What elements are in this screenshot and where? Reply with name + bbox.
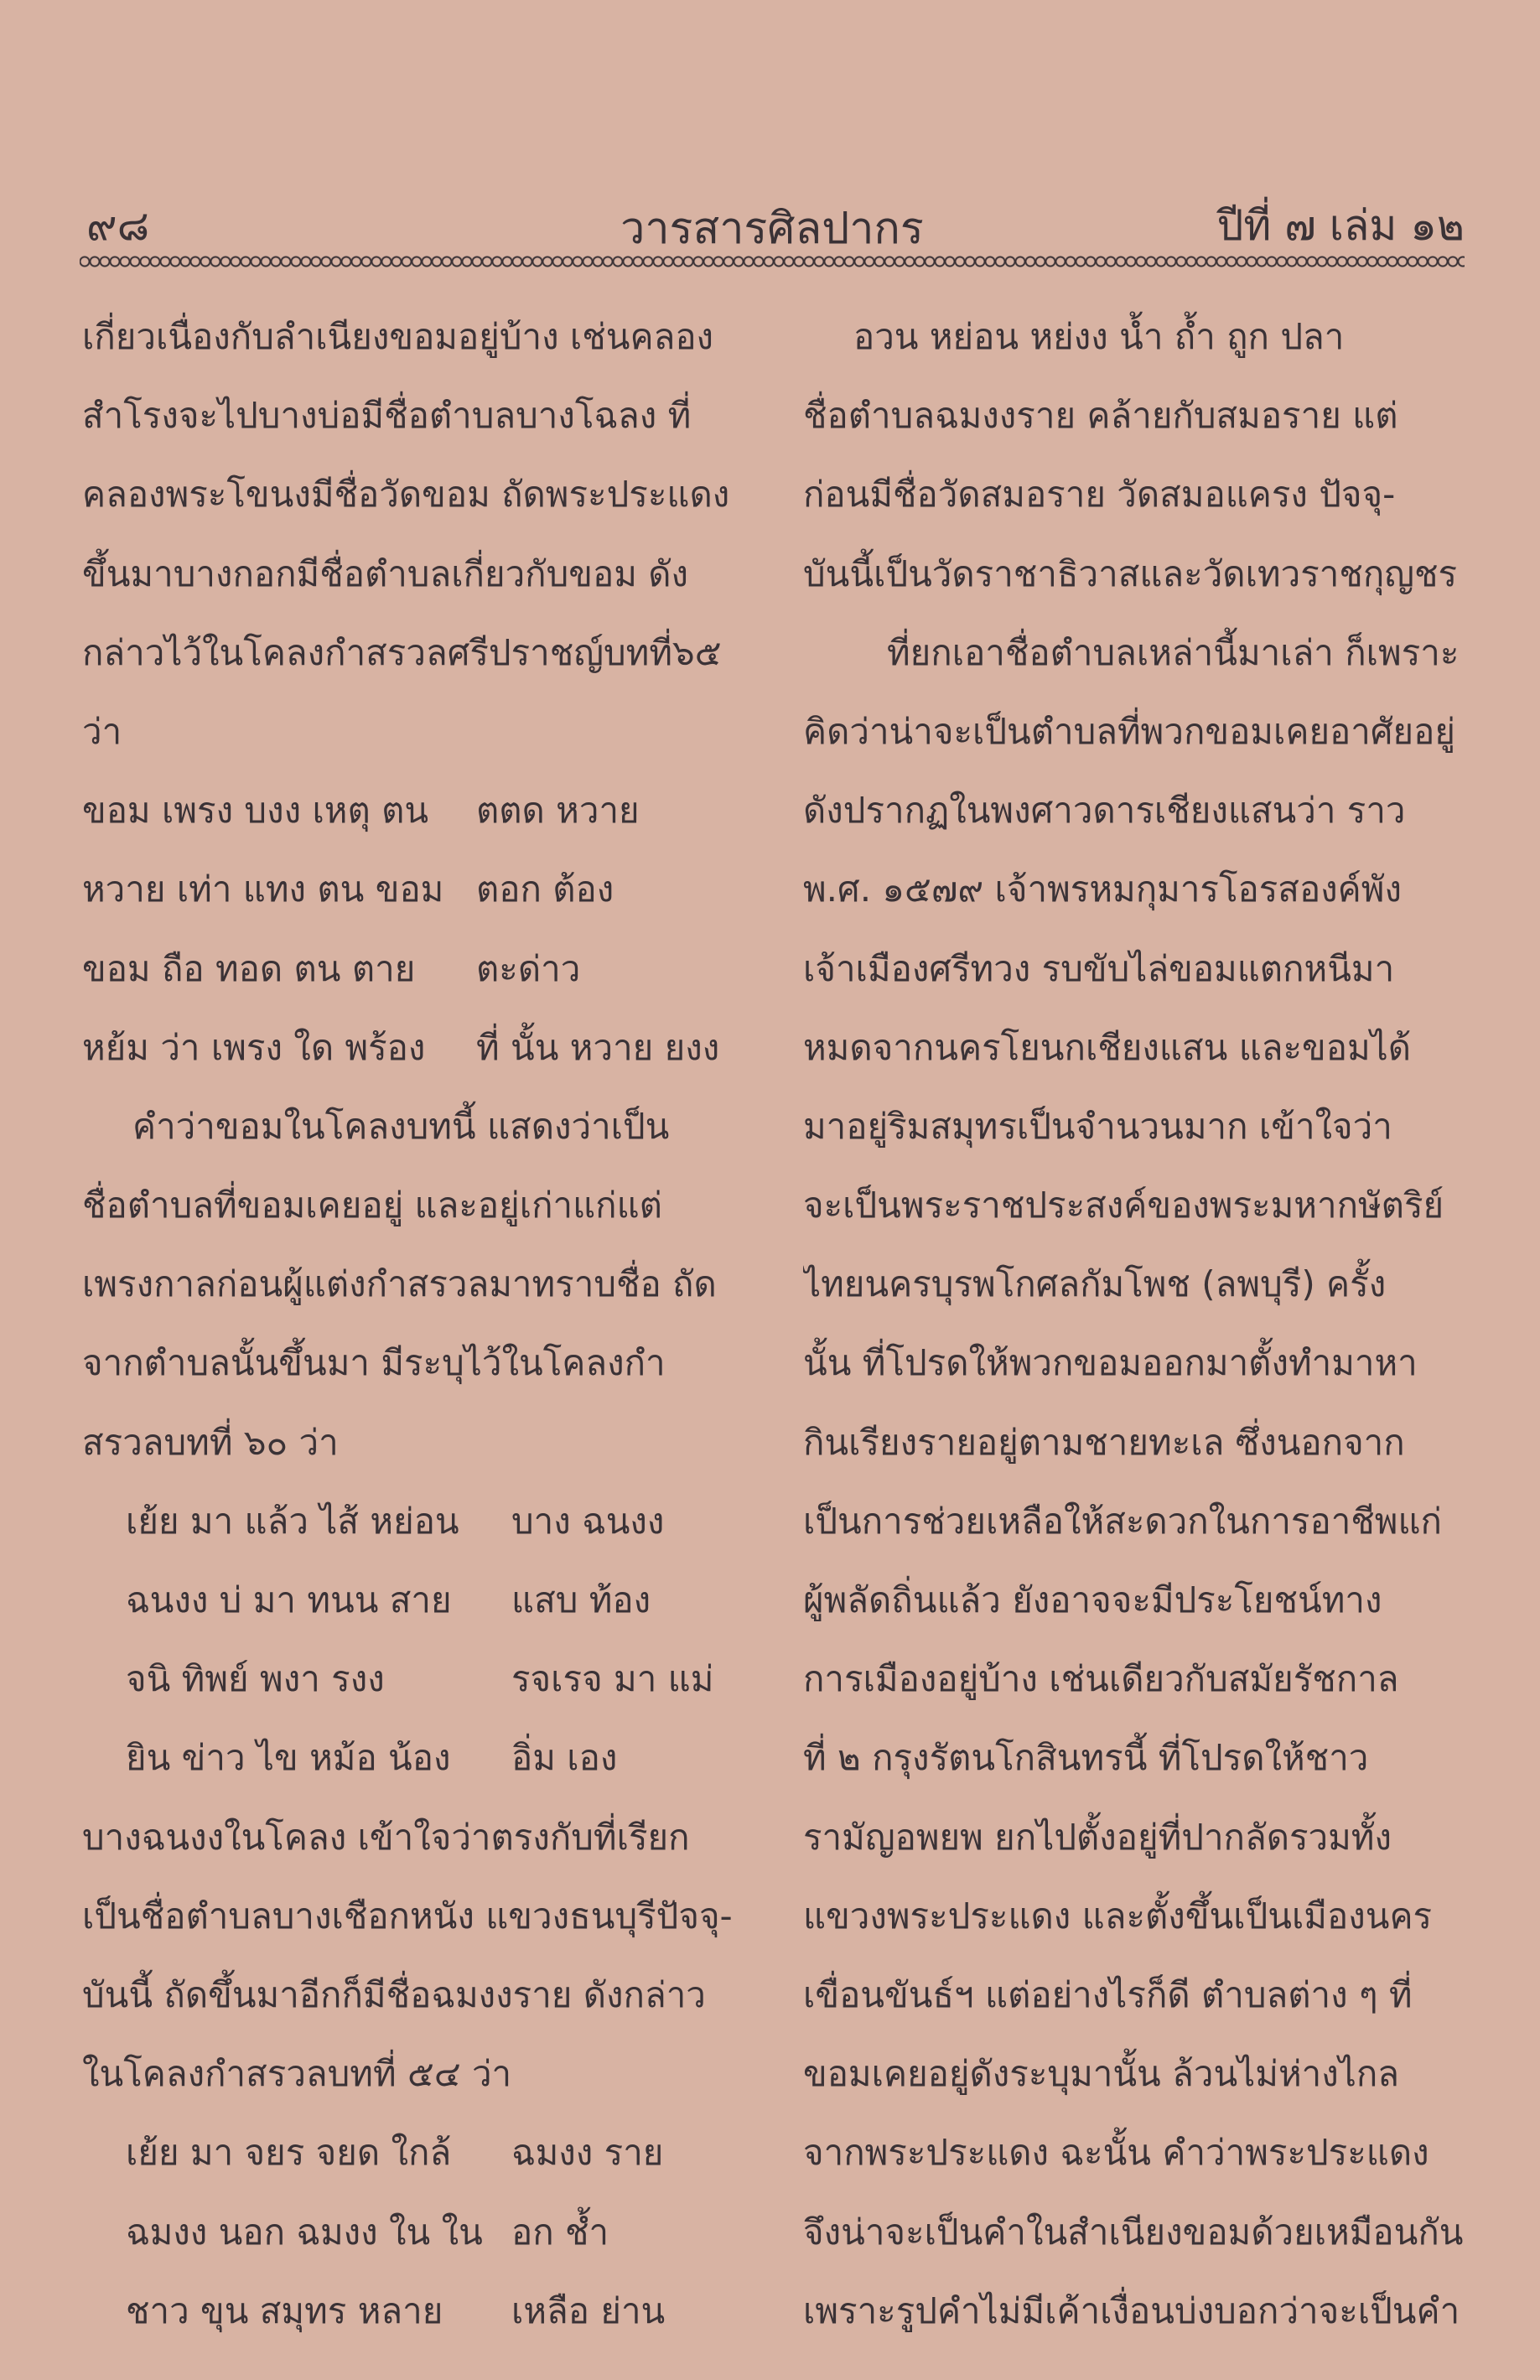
text-line: บันนี้เป็นวัดราชาธิวาสและวัดเทวราชกุญชร bbox=[803, 552, 1458, 594]
text-line: บางฉนงงในโคลง เข้าใจว่าตรงกับที่เรียก bbox=[82, 1816, 690, 1858]
text-line: ขอมเคยอยู่ดังระบุมานั้น ล้วนไม่ห่างไกล bbox=[803, 2053, 1400, 2095]
poem-line-second-half: รจเรจ มา แม่ bbox=[511, 1658, 714, 1700]
text-line: เป็นการช่วยเหลือให้สะดวกในการอาชีพแก่ bbox=[803, 1500, 1442, 1542]
text-line: ชื่อตำบลฉมงงราย คล้ายกับสมอราย แต่ bbox=[803, 395, 1398, 437]
poem-line-second-half: แสบ ท้อง bbox=[511, 1579, 651, 1620]
poem-line-second-half: ที่ นั้น หวาย ยงง bbox=[476, 1026, 720, 1068]
poem-line-first-half: เย้ย มา แล้ว ไส้ หย่อน bbox=[126, 1500, 459, 1542]
text-line: จากตำบลนั้นขึ้นมา มีระบุไว้ในโคลงกำ bbox=[82, 1342, 666, 1384]
text-line: หมดจากนครโยนกเชียงแสน และขอมได้ bbox=[803, 1026, 1412, 1068]
text-line: คิดว่าน่าจะเป็นตำบลที่พวกขอมเคยอาศัยอยู่ bbox=[803, 710, 1455, 752]
text-line: สรวลบทที่ ๖๐ ว่า bbox=[82, 1421, 339, 1463]
poem-line bbox=[82, 1640, 753, 1719]
text-line: ที่ ๒ กรุงรัตนโกสินทรนี้ ที่โปรดให้ชาว bbox=[803, 1737, 1369, 1779]
poem-line-first-half: ขอม ถือ ทอด ตน ตาย bbox=[82, 947, 416, 989]
poem-line-first-half: หวาย เท่า แทง ตน ขอม bbox=[82, 869, 444, 910]
text-line: เขื่อนขันธ์ฯ แต่อย่างไรก็ดี ตำบลต่าง ๆ ที่ bbox=[803, 1973, 1413, 2015]
text-line: แขวงพระประแดง และตั้งขึ้นเป็นเมืองนคร bbox=[803, 1895, 1433, 1937]
poem-line bbox=[82, 1009, 753, 1087]
text-line: ในโคลงกำสรวลบทที่ ๕๔ ว่า bbox=[82, 2053, 512, 2095]
poem-line-first-half: หย้ม ว่า เพรง ใด พร้อง bbox=[82, 1026, 426, 1068]
volume-info: ปีที่ ๗ เล่ม ๑๒ bbox=[1216, 201, 1465, 250]
poem-line bbox=[82, 850, 753, 929]
left-column bbox=[82, 298, 753, 2351]
text-line: มาอยู่ริมสมุทรเป็นจำนวนมาก เข้าใจว่า bbox=[803, 1105, 1392, 1147]
text-line: นั้น ที่โปรดให้พวกขอมออกมาตั้งทำมาหา bbox=[803, 1342, 1418, 1384]
text-line: ก่อนมีชื่อวัดสมอราย วัดสมอแครง ปัจจุ- bbox=[803, 474, 1396, 516]
text-line: ขึ้นมาบางกอกมีชื่อตำบลเกี่ยวกับขอม ดัง bbox=[82, 552, 689, 594]
text-line: ชื่อตำบลที่ขอมเคยอยู่ และอยู่เก่าแก่แต่ bbox=[82, 1185, 662, 1226]
text-line: สำโรงจะไปบางบ่อมีชื่อตำบลบางโฉลง ที่ bbox=[82, 395, 692, 437]
poem-line-second-half: อก ช้ำ bbox=[511, 2211, 609, 2253]
text-line: คำว่าขอมในโคลงบทนี้ แสดงว่าเป็น bbox=[132, 1105, 670, 1147]
header-rule bbox=[80, 256, 1465, 267]
poem-line bbox=[82, 1561, 753, 1640]
right-column bbox=[803, 298, 1474, 2351]
text-line: ว่า bbox=[82, 710, 122, 752]
text-line: เจ้าเมืองศรีทวง รบขับไล่ขอมแตกหนีมา bbox=[803, 947, 1395, 989]
text-line: จากพระประแดง ฉะนั้น คำว่าพระประแดง bbox=[803, 2132, 1429, 2174]
text-line: คลองพระโขนงมีชื่อวัดขอม ถัดพระประแดง bbox=[82, 474, 730, 516]
poem-line-first-half: เย้ย มา จยร จยด ใกล้ bbox=[126, 2132, 452, 2174]
text-line: เป็นชื่อตำบลบางเชือกหนัง แขวงธนบุรีปัจจุ- bbox=[82, 1895, 733, 1937]
text-line: ดังปรากฏในพงศาวดารเชียงแสนว่า ราว bbox=[803, 790, 1406, 832]
poem-line bbox=[82, 2113, 753, 2192]
poem-line-second-half: ฉมงง ราย bbox=[511, 2132, 664, 2174]
text-line: ผู้พลัดถิ่นแล้ว ยังอาจจะมีประโยชน์ทาง bbox=[803, 1579, 1382, 1620]
text-line: เพราะรูปคำไม่มีเค้าเงื่อนบ่งบอกว่าจะเป็นคำ bbox=[803, 2289, 1460, 2331]
poem-line bbox=[82, 2193, 753, 2272]
text-line: เพรงกาลก่อนผู้แต่งกำสรวลมาทราบชื่อ ถัด bbox=[82, 1263, 717, 1305]
text-line: จะเป็นพระราชประสงค์ของพระมหากษัตริย์ bbox=[803, 1185, 1444, 1226]
text-line: พ.ศ. ๑๕๗๙ เจ้าพรหมกุมารโอรสองค์พัง bbox=[803, 869, 1402, 910]
poem-line-first-half: จนิ ทิพย์ พงา รงง bbox=[126, 1658, 385, 1700]
page-number: ๙๘ bbox=[86, 201, 150, 250]
poem-line-second-half: ตะด่าว bbox=[476, 947, 581, 989]
poem-line bbox=[82, 2272, 753, 2351]
text-line: บันนี้ ถัดขึ้นมาอีกก็มีชื่อฉมงงราย ดังกล่าว bbox=[82, 1973, 706, 2015]
text-line: รามัญอพยพ ยกไปตั้งอยู่ที่ปากลัดรวมทั้ง bbox=[803, 1816, 1392, 1858]
text-line: อวน หย่อน หย่งง น้ำ ถ้ำ ถูก ปลา bbox=[853, 316, 1345, 357]
poem-line-second-half: อิ่ม เอง bbox=[511, 1737, 618, 1779]
poem-line bbox=[82, 1482, 753, 1561]
text-line: การเมืองอยู่บ้าง เช่นเดียวกับสมัยรัชกาล bbox=[803, 1658, 1399, 1700]
poem-line-second-half: ตตด หวาย bbox=[476, 790, 640, 832]
text-line: กินเรียงรายอยู่ตามชายทะเล ซึ่งนอกจาก bbox=[803, 1421, 1405, 1463]
poem-line-first-half: ฉมงง นอก ฉมงง ใน ใน bbox=[126, 2211, 483, 2253]
page-header bbox=[80, 193, 1465, 260]
poem-line bbox=[82, 771, 753, 850]
text-line: ไทยนครบุรพโกศลกัมโพช (ลพบุรี) ครั้ง bbox=[803, 1263, 1387, 1305]
text-line: ที่ยกเอาชื่อตำบลเหล่านี้มาเล่า ก็เพราะ bbox=[887, 631, 1460, 673]
poem-line-first-half: ยิน ข่าว ไข หม้อ น้อง bbox=[126, 1737, 451, 1779]
poem-line-first-half: ชาว ขุน สมุทร หลาย bbox=[126, 2289, 443, 2331]
text-line: เกี่ยวเนื่องกับลำเนียงขอมอยู่บ้าง เช่นคลอง bbox=[82, 316, 714, 357]
poem-line-first-half: ขอม เพรง บงง เหตุ ตน bbox=[82, 790, 429, 832]
poem-line bbox=[82, 1719, 753, 1797]
poem-line-second-half: ตอก ต้อง bbox=[476, 869, 614, 910]
poem-line bbox=[82, 930, 753, 1009]
poem-line-second-half: เหลือ ย่าน bbox=[511, 2289, 666, 2331]
poem-line-second-half: บาง ฉนงง bbox=[511, 1500, 665, 1542]
text-line: จึงน่าจะเป็นคำในสำเนียงขอมด้วยเหมือนกัน bbox=[803, 2211, 1464, 2253]
text-line: กล่าวไว้ในโคลงกำสรวลศรีปราชญ์บทที่๖๕ bbox=[82, 631, 722, 673]
journal-title: วารสารศิลปากร bbox=[620, 204, 924, 254]
poem-line-first-half: ฉนงง บ่ มา ทนน สาย bbox=[126, 1579, 452, 1620]
